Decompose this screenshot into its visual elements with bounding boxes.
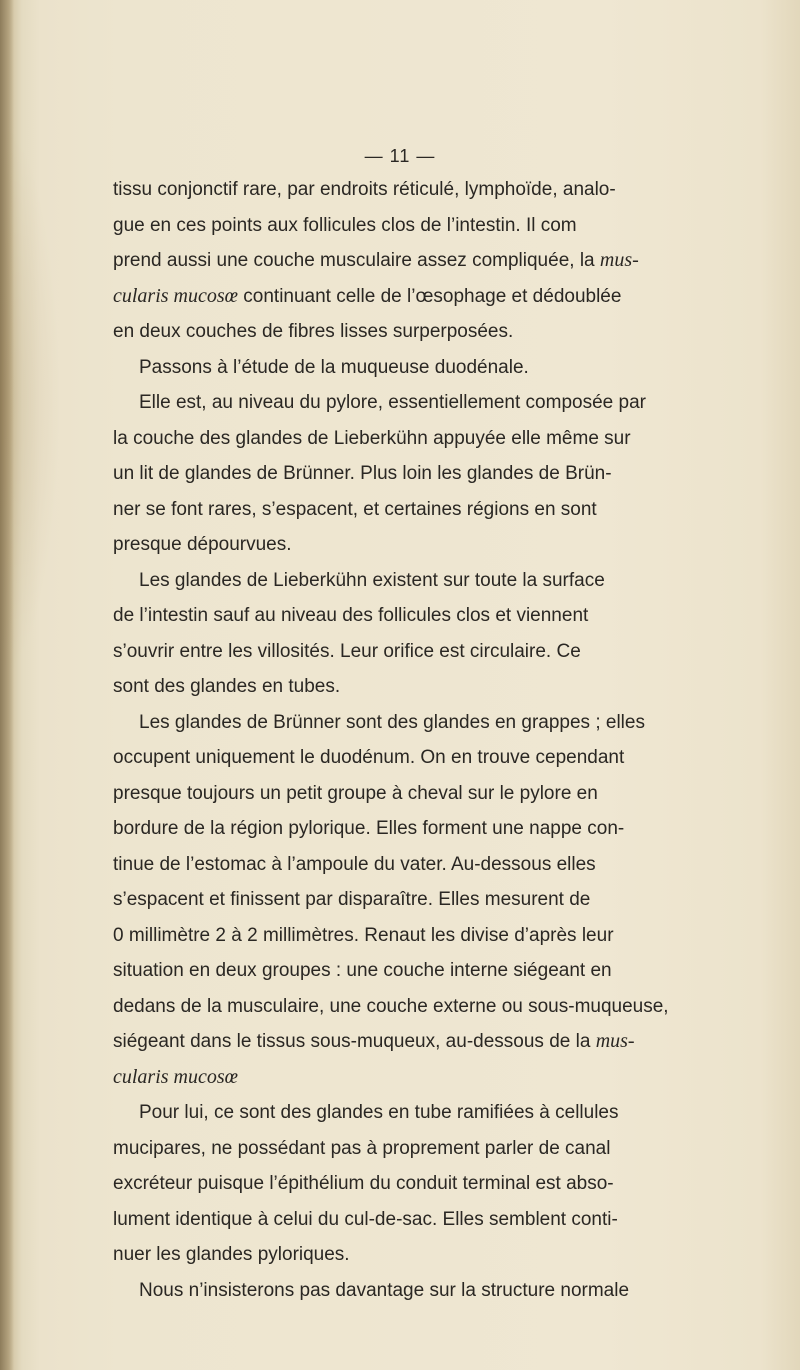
line-text: Elle est, au niveau du pylore, essentiellement composée par <box>139 392 646 413</box>
line-text: presque toujours un petit groupe à cheval sur le pylore en <box>113 782 598 804</box>
text-line <box>113 1237 701 1273</box>
line-text: dedans de la musculaire, une couche externe ou sous-muqueuse, <box>113 995 669 1017</box>
text-line <box>113 1095 701 1131</box>
line-text: ner se font rares, s’espacent, et certaines régions en sont <box>113 498 597 520</box>
line-text: mucipares, ne possédant pas à proprement parler de canal <box>113 1137 611 1159</box>
text-line <box>113 847 701 883</box>
text-line <box>113 705 701 741</box>
line-text: la couche des glandes de Lieberkühn appuyée elle même sur <box>113 427 631 449</box>
text-line <box>113 208 701 244</box>
line-text: Les glandes de Brünner sont des glandes en grappes ; elles <box>139 711 645 733</box>
text-line <box>113 385 701 421</box>
text-line <box>113 882 701 918</box>
line-text: nuer les glandes pyloriques. <box>113 1244 350 1265</box>
line-text: continuant celle de l’œsophage et dédoublée <box>238 285 622 307</box>
text-line <box>113 492 701 528</box>
italic-term: cularis mucosœ <box>113 1065 238 1088</box>
text-line <box>113 669 701 705</box>
text-line <box>113 314 701 350</box>
line-text: s’ouvrir entre les villosités. Leur orifice est circulaire. Ce <box>113 640 581 662</box>
text-line <box>113 456 701 492</box>
text-line <box>113 1202 701 1238</box>
line-text: un lit de glandes de Brünner. Plus loin les glandes de Brün- <box>113 463 612 484</box>
line-text: Nous n’insisterons pas davantage sur la structure normale <box>139 1279 630 1301</box>
line-text: sont des glandes en tubes. <box>113 676 341 697</box>
text-line <box>113 1166 701 1202</box>
text-line <box>113 279 701 315</box>
line-text: tinue de l’estomac à l’ampoule du vater. Au-dessous elles <box>113 853 596 875</box>
line-text: bordure de la région pylorique. Elles forment une nappe con- <box>113 818 625 839</box>
line-text: gue en ces points aux follicules clos de l’intestin. Il com <box>113 214 577 236</box>
text-line <box>113 776 701 812</box>
line-text: 0 millimètre 2 à 2 millimètres. Renaut les divise d’après leur <box>113 924 614 946</box>
text-line <box>113 527 701 563</box>
text-line <box>113 1273 701 1309</box>
line-text: occupent uniquement le duodénum. On en trouve cependant <box>113 747 625 768</box>
text-line <box>113 243 701 279</box>
text-line <box>113 918 701 954</box>
line-text: excréteur puisque l’épithélium du conduit terminal est abso- <box>113 1173 614 1194</box>
text-line <box>113 634 701 670</box>
page-number: — 11 — <box>364 146 436 166</box>
line-text: situation en deux groupes : une couche interne siégeant en <box>113 960 612 981</box>
line-text: tissu conjonctif rare, par endroits réticulé, lymphoïde, analo- <box>113 179 616 200</box>
text-line <box>113 1060 701 1096</box>
text-line <box>113 1131 701 1167</box>
text-line <box>113 421 701 457</box>
line-text: de l’intestin sauf au niveau des follicules clos et viennent <box>113 605 589 626</box>
line-text: Passons à l’étude de la muqueuse duodénale. <box>139 356 529 378</box>
text-line <box>113 953 701 989</box>
text-line <box>113 350 701 386</box>
text-line <box>113 563 701 599</box>
paper-stain <box>0 120 60 680</box>
text-line <box>113 1024 701 1060</box>
italic-term: mus- <box>599 249 639 271</box>
text-line <box>113 172 701 208</box>
line-text: Les glandes de Lieberkühn existent sur toute la surface <box>139 569 605 591</box>
text-line <box>113 811 701 847</box>
italic-term: cularis mucosœ <box>113 284 238 307</box>
text-line <box>113 740 701 776</box>
line-text: en deux couches de fibres lisses surperposées. <box>113 321 514 342</box>
line-text: Pour lui, ce sont des glandes en tube ramifiées à cellules <box>139 1102 619 1123</box>
line-text: prend aussi une couche musculaire assez compliquée, la <box>113 250 600 271</box>
body-text <box>113 172 701 1308</box>
line-text: presque dépourvues. <box>113 534 292 555</box>
italic-term: mus- <box>595 1030 635 1052</box>
text-line <box>113 989 701 1025</box>
line-text: s’espacent et finissent par disparaître. Elles mesurent de <box>113 889 591 910</box>
line-text: lument identique à celui du cul-de-sac. Elles semblent conti- <box>113 1208 618 1230</box>
line-text: siégeant dans le tissus sous-muqueux, au-dessous de la <box>113 1031 596 1052</box>
text-line <box>113 598 701 634</box>
